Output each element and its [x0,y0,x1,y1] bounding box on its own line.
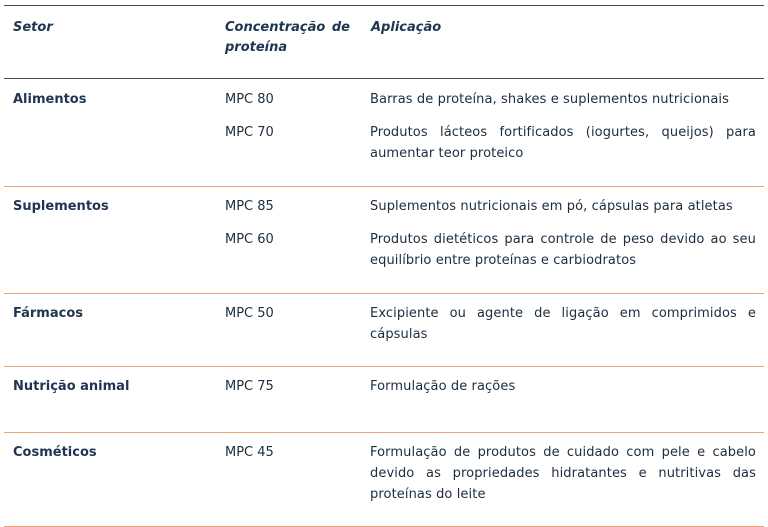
sector-label: Alimentos [13,92,87,107]
header-concentracao: Concentração de proteína [225,20,350,55]
application-text: Excipiente ou agente de ligação em comprimidos e cápsulas [370,306,756,342]
application-text: Suplementos nutricionais em pó, cápsulas para atletas [370,199,733,214]
concentration-value: MPC 45 [225,445,274,460]
concentration-value: MPC 75 [225,379,274,394]
application-text: Barras de proteína, shakes e suplementos nutricionais [370,92,729,107]
group-cosmeticos [4,433,764,527]
concentration-value: MPC 50 [225,306,274,321]
concentration-value: MPC 70 [225,125,274,140]
group-alimentos [4,79,764,187]
header-aplicacao: Aplicação [371,20,442,35]
sector-label: Cosméticos [13,445,97,460]
application-text: Formulação de rações [370,379,516,394]
sector-label: Nutrição animal [13,379,130,394]
concentration-value: MPC 80 [225,92,274,107]
application-text: Produtos dietéticos para controle de peso devido ao seu equilíbrio entre proteínas e carbiodratos [370,232,756,268]
sector-label: Suplementos [13,199,109,214]
table-header [4,6,764,79]
header-setor: Setor [13,20,53,35]
concentration-value: MPC 60 [225,232,274,247]
sector-application-table [4,5,764,527]
group-farmacos [4,294,764,367]
sector-label: Fármacos [13,306,83,321]
application-text: Formulação de produtos de cuidado com pele e cabelo devido as propriedades hidratantes e nutritivas das proteínas do leite [370,445,756,502]
group-nutricao-animal [4,367,764,433]
application-text: Produtos lácteos fortificados (iogurtes, queijos) para aumentar teor proteico [370,125,756,161]
concentration-value: MPC 85 [225,199,274,214]
group-suplementos [4,187,764,294]
